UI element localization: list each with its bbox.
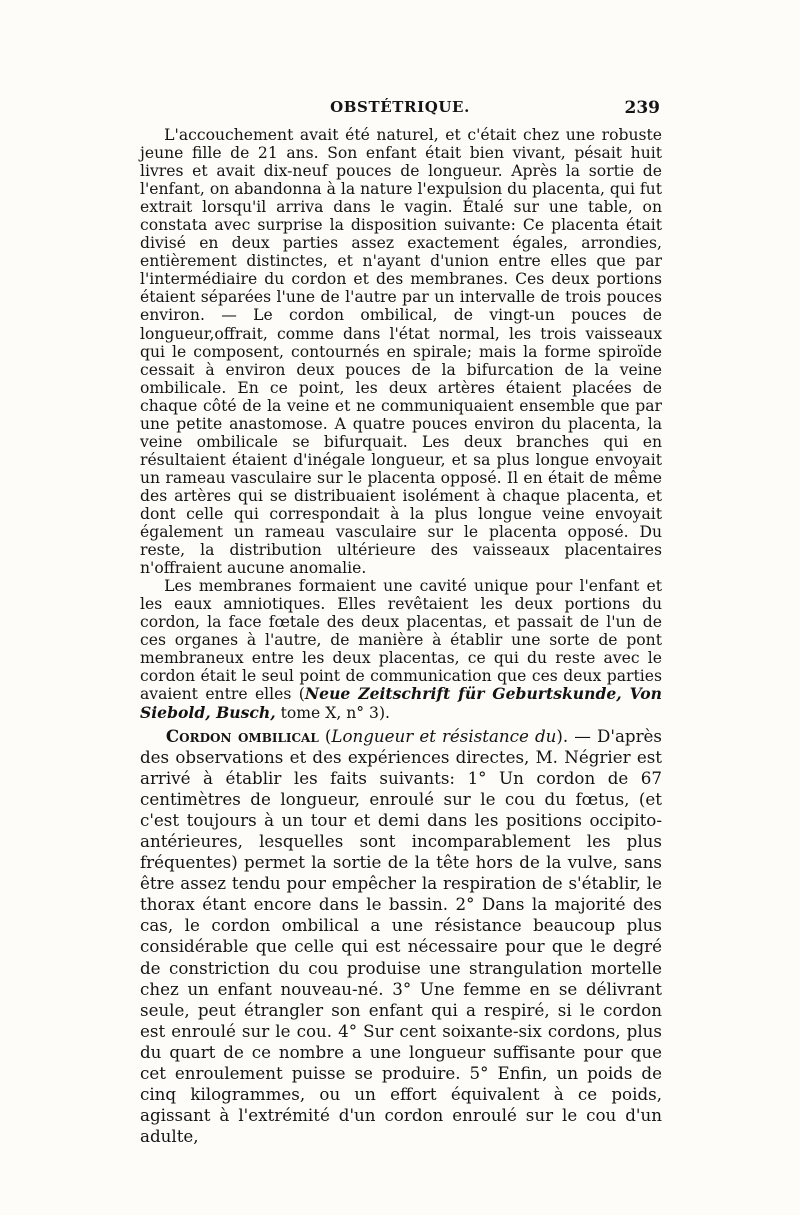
page-number: 239 [624, 98, 660, 118]
paragraph-membranes [140, 577, 662, 721]
section-lead-subtitle: Longueur et résistance du [331, 725, 557, 746]
paragraph-text: — D'après des observations et des expériences directes, M. Négrier est arrivé à établir les faits suivants: 1° Un cordon de 67 centimètres de longueur, enroulé sur le cou du fœtus, (et c'est toujours à un tour et demi dans les positions occipito-antérieures, lesquelles sont incomparablement les plus fréquentes) permet la sortie de la tête hors de la vulve, sans être assez tendu pour empêcher la respiration de s'établir, le thorax étant encore dans le bassin. 2° Dans la majorité des cas, le cordon ombilical a une résistance beaucoup plus considérable que celle qui est nécessaire pour que le degré de constriction du cou produise une strangulation mortelle chez un enfant nouveau-né. 3° Une femme en se délivrant seule, peut étrangler son enfant qui a respiré, si le cordon est enroulé sur le cou. 4° Sur cent soixante-six cordons, plus du quart de ce nombre a une longueur suffisante pour que cet enroulement puisse se produire. 5° Enfin, un poids de cinq kilogrammes, ou un effort équivalent à ce poids, agissant à l'extrémité d'un cordon enroulé sur le cou d'un adulte, [140, 725, 662, 1147]
paragraph-placenta-case [140, 126, 662, 577]
section-lead: Cordon ombilical [165, 725, 319, 746]
citation: Neue Zeitschrift für Geburtskunde, Von Siebold, Busch, [140, 684, 662, 722]
paragraph-text: L'accouchement avait été naturel, et c'était chez une robuste jeune fille de 21 ans. Son enfant était bien vivant, pésait huit livres et avait dix-neuf pouces de longueur. Après la sortie de l'enfant, on abandonna à la nature l'expulsion du placenta, qui fut extrait lorsqu'il arriva dans le vagin. Étalé sur une table, on constata avec surprise la disposition suivante: Ce placenta était divisé en deux parties assez exactement égales, arrondies, entièrement distinctes, et n'ayant d'union entre elles que par l'intermédiaire du cordon et des membranes. Ces deux portions étaient séparées l'une de l'autre par un intervalle de trois pouces environ. — Le cordon ombilical, de vingt-un pouces de longueur,offrait, comme dans l'état normal, les trois vaisseaux qui le composent, contournés en spirale; mais la forme spiroïde cessait à environ deux pouces de la bifurcation de la veine ombilicale. En ce point, les deux artères étaient placées de chaque côté de la veine et ne communiquaient ensemble que par une petite anastomose. A quatre pouces environ du placenta, la veine ombilicale se bifurquait. Les deux branches qui en résultaient étaient d'inégale longueur, et sa plus longue envoyait un rameau vasculaire sur le placenta opposé. Il en était de même des artères qui se distribuaient isolément à chaque placenta, et dont celle qui correspondait à la plus longue veine envoyait également un rameau vasculaire sur le placenta opposé. Du reste, la distribution ultérieure des vaisseaux placentaires n'offraient aucune anomalie. [140, 126, 662, 578]
paragraph-text: Les membranes formaient une cavité unique pour l'enfant et les eaux amniotiques. Elles revêtaient les deux portions du cordon, la face fœtale des deux placentas, et passait de l'un de ces organes à l'autre, de manière à établir une sorte de pont membraneux entre les deux placentas, ce qui du reste avec le cordon était le seul point de communication que ces deux parties avaient entre elles ( [140, 577, 662, 704]
page-header [140, 98, 660, 124]
citation-tail: tome X, n° 3). [275, 703, 391, 722]
running-title: OBSTÉTRIQUE. [330, 98, 470, 116]
paragraph-cordon-ombilical: Cordon ombilical (Longueur et résistance du). — D'après des observations et des expériences directes, M. Négrier est arrivé à établir les faits suivants: 1° Un cordon de 67 centimètres de longueur, enroulé sur le cou du fœtus, (et c'est toujours à un tour et demi dans les positions occipito-antérieures, lesquelles sont incomparablement les plus fréquentes) permet la sortie de la tête hors de la vulve, sans être assez tendu pour empêcher la respiration de s'établir, le thorax étant encore dans le bassin. 2° Dans la majorité des cas, le cordon ombilical a une résistance beaucoup plus considérable que celle qui est nécessaire pour que le degré de constriction du cou produise une strangulation mortelle chez un enfant nouveau-né. 3° Une femme en se délivrant seule, peut étrangler son enfant qui a respiré, si le cordon est enroulé sur le cou. 4° Sur cent soixante-six cordons, plus du quart de ce nombre a une longueur suffisante pour que cet enroulement puisse se produire. 5° Enfin, un poids de cinq kilogrammes, ou un effort équivalent à ce poids, agissant à l'extrémité d'un cordon enroulé sur le cou d'un adulte, [140, 725, 662, 1147]
body-text [140, 126, 662, 1147]
